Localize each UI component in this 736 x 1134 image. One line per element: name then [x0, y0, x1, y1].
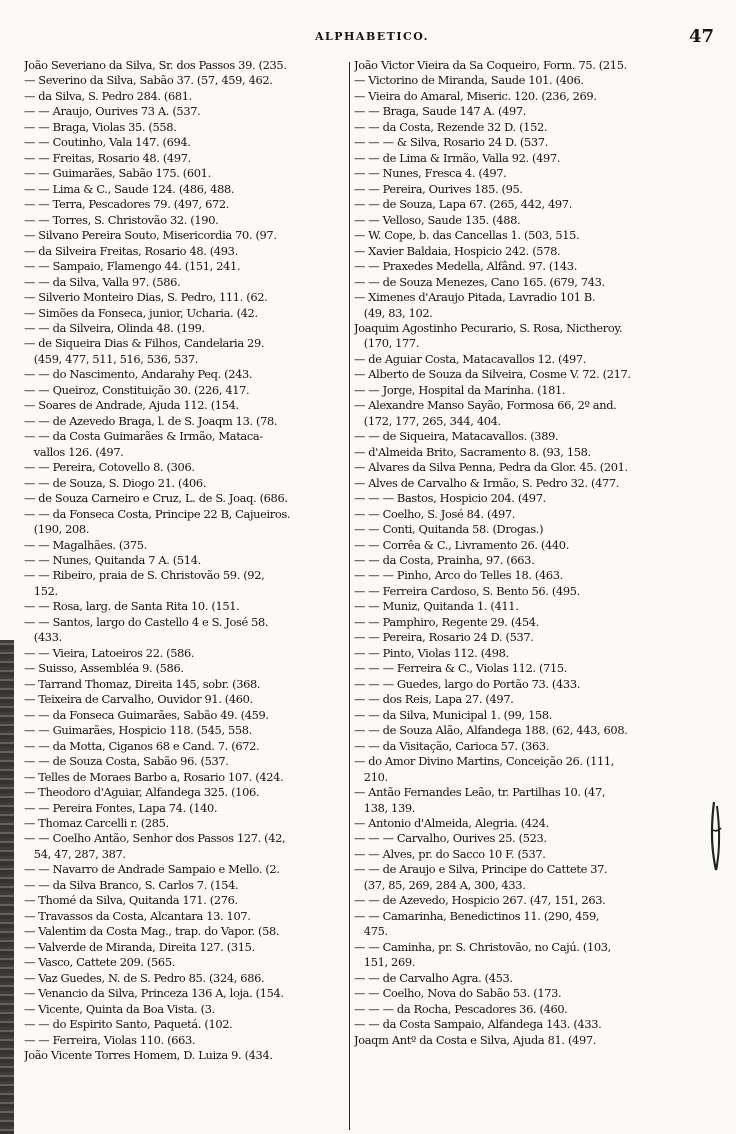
directory-entry-line: — — Praxedes Medella, Alfând. 97. (143. — [354, 259, 577, 274]
directory-entry-line: — — Nunes, Quitanda 7 A. (514. — [24, 553, 201, 567]
directory-entry-line: — Thomé da Silva, Quitanda 171. (276. — [24, 893, 238, 908]
directory-entry-line: — — da Motta, Ciganos 68 e Cand. 7. (672. — [24, 738, 260, 753]
directory-entry-line: — — — Carvalho, Ourives 25. (523. — [354, 831, 547, 846]
directory-entry-line: — — de Siqueira, Matacavallos. (389. — [354, 429, 559, 444]
directory-entry-line: — — do Nascimento, Andarahy Peq. (243. — [24, 367, 253, 382]
directory-entry-line: — — Santos, largo do Castello 4 e S. José 58. — [24, 614, 269, 629]
directory-entry-line: — — Lima & C., Saude 124. (486, 488. — [24, 181, 235, 196]
directory-entry-line: — Alexandre Manso Sayão, Formosa 66, 2º and. — [354, 398, 617, 413]
directory-entry-line: — Silvano Pereira Souto, Misericordia 70. (97. — [24, 228, 277, 243]
page-header — [22, 26, 722, 52]
directory-entry-line: — Telles de Moraes Barbo a, Rosario 107. (424. — [24, 769, 284, 784]
directory-entry-line: — — Velloso, Saude 135. (488. — [354, 212, 521, 227]
directory-entry-line: — — Navarro de Andrade Sampaio e Mello. (2. — [24, 862, 280, 877]
directory-entry-line: — Alvares da Silva Penna, Pedra da Glor. 45. (201. — [354, 460, 628, 475]
directory-entry-line: João Severiano da Silva, Sr. dos Passos 39. (235. — [24, 58, 287, 72]
directory-entry-line: — — Terra, Pescadores 79. (497, 672. — [24, 197, 230, 212]
directory-entry-line: — Vaz Guedes, N. de S. Pedro 85. (324, 686. — [24, 970, 265, 985]
directory-entry-line: — — Pamphiro, Regente 29. (454. — [354, 614, 539, 629]
directory-entry-line: — — — Pinho, Arco do Telles 18. (463. — [354, 568, 563, 583]
directory-entry-line: — — da Costa, Prainha, 97. (663. — [354, 553, 535, 567]
running-title: ALPHABETICO. — [314, 30, 429, 43]
directory-entry-line: — — dos Reis, Lapa 27. (497. — [354, 692, 514, 707]
directory-entry-line: — — — Ferreira & C., Violas 112. (715. — [354, 661, 568, 676]
directory-entry-line: — Teixeira de Carvalho, Ouvidor 91. (460. — [24, 692, 253, 707]
directory-entry-line: — — Coutinho, Vala 147. (694. — [24, 135, 191, 150]
directory-entry-line: João Victor Vieira da Sa Coqueiro, Form. 75. (215. — [354, 58, 627, 72]
directory-entry-line: — Suisso, Assembléa 9. (586. — [24, 661, 184, 676]
directory-entry-line: — — Ferreira Cardoso, S. Bento 56. (495. — [354, 583, 580, 598]
directory-entry-line: (459, 477, 511, 516, 536, 537. — [24, 351, 199, 366]
directory-entry-line: — — de Lima & Irmão, Valla 92. (497. — [354, 150, 561, 165]
directory-entry-line: — — Queiroz, Constituição 30. (226, 417. — [24, 382, 250, 397]
directory-entry-line: — — da Costa, Rezende 32 D. (152. — [354, 119, 548, 134]
directory-entry-line: — — Vieira, Latoeiros 22. (586. — [24, 645, 195, 660]
directory-entry-line: — — Freitas, Rosario 48. (497. — [24, 150, 191, 165]
directory-entry-line: — — Rosa, larg. de Santa Rita 10. (151. — [24, 599, 240, 614]
directory-entry-line: — — da Silva, Municipal 1. (99, 158. — [354, 707, 553, 722]
directory-entry-line: — — de Araujo e Silva, Principe do Cattete 37. — [354, 862, 608, 877]
directory-entry-line: — Alves de Carvalho & Irmão, S. Pedro 32. (477. — [354, 475, 620, 490]
directory-entry-line: — Ximenes d'Araujo Pitada, Lavradio 101 B. — [354, 290, 596, 305]
directory-entry-line: — Theodoro d'Aguiar, Alfandega 325. (106. — [24, 785, 260, 800]
directory-entry-line: — — de Souza Costa, Sabão 96. (537. — [24, 754, 229, 769]
directory-entry-line: — — Coelho, S. José 84. (497. — [354, 506, 516, 521]
directory-entry-line: — Antonio d'Almeida, Alegria. (424. — [354, 815, 549, 830]
column-divider — [349, 62, 350, 1130]
directory-entry-line: — — Alves, pr. do Sacco 10 F. (537. — [354, 846, 546, 861]
directory-entry-line: — Travassos da Costa, Alcantara 13. 107. — [24, 908, 251, 923]
directory-entry-line: 210. — [354, 769, 388, 784]
directory-entry-line: — — Jorge, Hospital da Marinha. (181. — [354, 382, 566, 397]
directory-entry-line: — — de Azevedo Braga, l. de S. Joaqm 13. (78. — [24, 413, 278, 428]
directory-entry-line: (170, 177. — [354, 336, 420, 351]
page-number: 47 — [688, 26, 714, 47]
directory-entry-line: — Severino da Silva, Sabão 37. (57, 459, 462. — [24, 73, 273, 88]
directory-entry-line: — — Pereira Fontes, Lapa 74. (140. — [24, 800, 218, 815]
directory-entry-line: — — de Souza Alão, Alfandega 188. (62, 443, 608. — [354, 723, 628, 738]
directory-entry-line: — — da Silva Branco, S. Carlos 7. (154. — [24, 877, 239, 892]
directory-entry-line: — — Torres, S. Christovão 32. (190. — [24, 212, 219, 227]
directory-entry-line: — de Souza Carneiro e Cruz, L. de S. Joaq. (686. — [24, 491, 288, 506]
directory-entry-line: — — da Silva, Valla 97. (586. — [24, 274, 181, 289]
directory-entry-line: — — de Souza Menezes, Cano 165. (679, 743. — [354, 274, 605, 289]
directory-entry-line: — — da Silveira, Olinda 48. (199. — [24, 320, 205, 335]
directory-entry-line: 152. — [24, 583, 58, 598]
directory-entry-line: — Vieira do Amaral, Miseric. 120. (236, 269. — [354, 88, 597, 103]
directory-entry-line: — — Corrêa & C., Livramento 26. (440. — [354, 537, 569, 552]
directory-entry-line: — — Coelho Antão, Senhor dos Passos 127. (42, — [24, 831, 286, 846]
directory-entry-line: — — — & Silva, Rosario 24 D. (537. — [354, 135, 548, 150]
directory-entry-line: — — Guimarães, Hospicio 118. (545, 558. — [24, 723, 252, 738]
directory-entry-line: (190, 208. — [24, 522, 90, 537]
directory-entry-line: — Vicente, Quinta da Boa Vista. (3. — [24, 1001, 215, 1016]
pencil-mark-icon — [708, 800, 724, 872]
directory-entry-line: — — da Visitação, Carioca 57. (363. — [354, 738, 550, 753]
directory-entry-line: — — Ribeiro, praia de S. Christovão 59. (92, — [24, 568, 265, 583]
directory-entry-line: — — Sampaio, Flamengo 44. (151, 241. — [24, 259, 241, 274]
directory-entry-line: — — da Fonseca Costa, Principe 22 B, Cajueiros. — [24, 506, 291, 521]
directory-entry-line: — — Camarinha, Benedictinos 11. (290, 459, — [354, 908, 600, 923]
directory-entry-line: — Tarrand Thomaz, Direita 145, sobr. (368. — [24, 676, 261, 691]
directory-entry-line: — — Ferreira, Violas 110. (663. — [24, 1032, 196, 1047]
directory-entry-line: Joaqm Antº da Costa e Silva, Ajuda 81. (497. — [354, 1032, 597, 1047]
directory-entry-line: — — — Bastos, Hospicio 204. (497. — [354, 491, 546, 506]
directory-entry-line: — — Braga, Violas 35. (558. — [24, 119, 177, 134]
directory-entry-line: — — Coelho, Nova do Sabão 53. (173. — [354, 986, 562, 1001]
directory-entry-line: — — Conti, Quitanda 58. (Drogas.) — [354, 522, 544, 537]
directory-entry-line: Joaquim Agostinho Pecurario, S. Rosa, Nictheroy. — [354, 320, 623, 335]
directory-entry-line: — de Siqueira Dias & Filhos, Candelaria 29. — [24, 336, 265, 351]
directory-entry-line: — — da Fonseca Guimarães, Sabão 49. (459. — [24, 707, 269, 722]
directory-entry-line: — Xavier Baldaia, Hospicio 242. (578. — [354, 243, 561, 258]
directory-entry-line: — — da Costa Guimarães & Irmão, Mataca- — [24, 429, 263, 444]
directory-entry-line: — d'Almeida Brito, Sacramento 8. (93, 158. — [354, 444, 591, 459]
directory-entry-line: (49, 83, 102. — [354, 305, 433, 320]
directory-entry-line: João Vicente Torres Homem, D. Luiza 9. (434. — [24, 1048, 273, 1062]
directory-entry-line: — do Amor Divino Martins, Conceição 26. (111, — [354, 754, 615, 769]
directory-entry-line: 475. — [354, 924, 388, 939]
directory-entry-line: — — Pereira, Rosario 24 D. (537. — [354, 630, 534, 645]
directory-entry-line: — — Magalhães. (375. — [24, 537, 147, 552]
directory-entry-line: — — Pinto, Violas 112. (498. — [354, 645, 509, 660]
directory-entry-line: — — Araujo, Ourives 73 A. (537. — [24, 104, 201, 119]
directory-entry-line: — Antão Fernandes Leão, tr. Partilhas 10. (47, — [354, 785, 606, 800]
directory-entry-line: vallos 126. (497. — [24, 444, 124, 459]
directory-entry-line: — Silverio Monteiro Dias, S. Pedro, 111. (62. — [24, 290, 268, 305]
directory-entry-line: — — da Costa Sampaio, Alfandega 143. (433. — [354, 1017, 602, 1032]
directory-entry-line: — — Braga, Saude 147 A. (497. — [354, 104, 527, 119]
directory-entry-line: — Simões da Fonseca, junior, Ucharia. (42. — [24, 305, 258, 320]
directory-entry-line: — — Caminha, pr. S. Christovão, no Cajú. (103, — [354, 939, 611, 954]
directory-entry-line: — — — Guedes, largo do Portão 73. (433. — [354, 676, 580, 691]
directory-entry-line: — — Guimarães, Sabão 175. (601. — [24, 166, 211, 181]
directory-entry-line: (37, 85, 269, 284 A, 300, 433. — [354, 877, 526, 892]
directory-entry-line: — da Silva, S. Pedro 284. (681. — [24, 88, 192, 103]
directory-entry-line: 54, 47, 287, 387. — [24, 846, 126, 861]
directory-entry-line: 138, 139. — [354, 800, 416, 815]
directory-entry-line: — Thomaz Carcelli r. (285. — [24, 815, 169, 830]
directory-entry-line: — — Muniz, Quitanda 1. (411. — [354, 599, 519, 614]
right-column — [354, 58, 680, 1126]
directory-entry-line: — da Silveira Freitas, Rosario 48. (493. — [24, 243, 238, 258]
directory-entry-line: (172, 177, 265, 344, 404. — [354, 413, 501, 428]
directory-entry-line: — — do Espirito Santo, Paquetá. (102. — [24, 1017, 233, 1032]
directory-entry-line: — — de Souza, S. Diogo 21. (406. — [24, 475, 207, 490]
directory-entry-line: — — — da Rocha, Pescadores 36. (460. — [354, 1001, 568, 1016]
directory-entry-line: — Valentim da Costa Mag., trap. do Vapor. (58. — [24, 924, 280, 939]
directory-entry-line: 151, 269. — [354, 955, 416, 970]
directory-entry-line: — W. Cope, b. das Cancellas 1. (503, 515. — [354, 228, 580, 243]
left-column — [24, 58, 350, 1126]
directory-entry-line: — Venancio da Silva, Princeza 136 A, loja. (154. — [24, 986, 284, 1001]
directory-entry-line: — — Pereira, Cotovello 8. (306. — [24, 460, 195, 475]
directory-entry-line: (433. — [24, 630, 62, 645]
directory-entry-line: — Victorino de Miranda, Saude 101. (406. — [354, 73, 584, 88]
directory-entry-line: — — de Souza, Lapa 67. (265, 442, 497. — [354, 197, 572, 212]
directory-entry-line: — — Pereira, Ourives 185. (95. — [354, 181, 523, 196]
directory-entry-line: — Alberto de Souza da Silveira, Cosme V. 72. (217. — [354, 367, 631, 382]
directory-entry-line: — Soares de Andrade, Ajuda 112. (154. — [24, 398, 239, 413]
directory-entry-line: — — Nunes, Fresca 4. (497. — [354, 166, 507, 181]
directory-entry-line: — de Aguiar Costa, Matacavallos 12. (497. — [354, 351, 587, 366]
directory-entry-line: — — de Azevedo, Hospicio 267. (47, 151, 263. — [354, 893, 606, 908]
directory-entry-line: — Valverde de Miranda, Direita 127. (315. — [24, 939, 255, 954]
directory-entry-line: — — de Carvalho Agra. (453. — [354, 970, 513, 985]
directory-entry-line: — Vasco, Cattete 209. (565. — [24, 955, 175, 970]
binding-edge — [0, 640, 14, 1134]
